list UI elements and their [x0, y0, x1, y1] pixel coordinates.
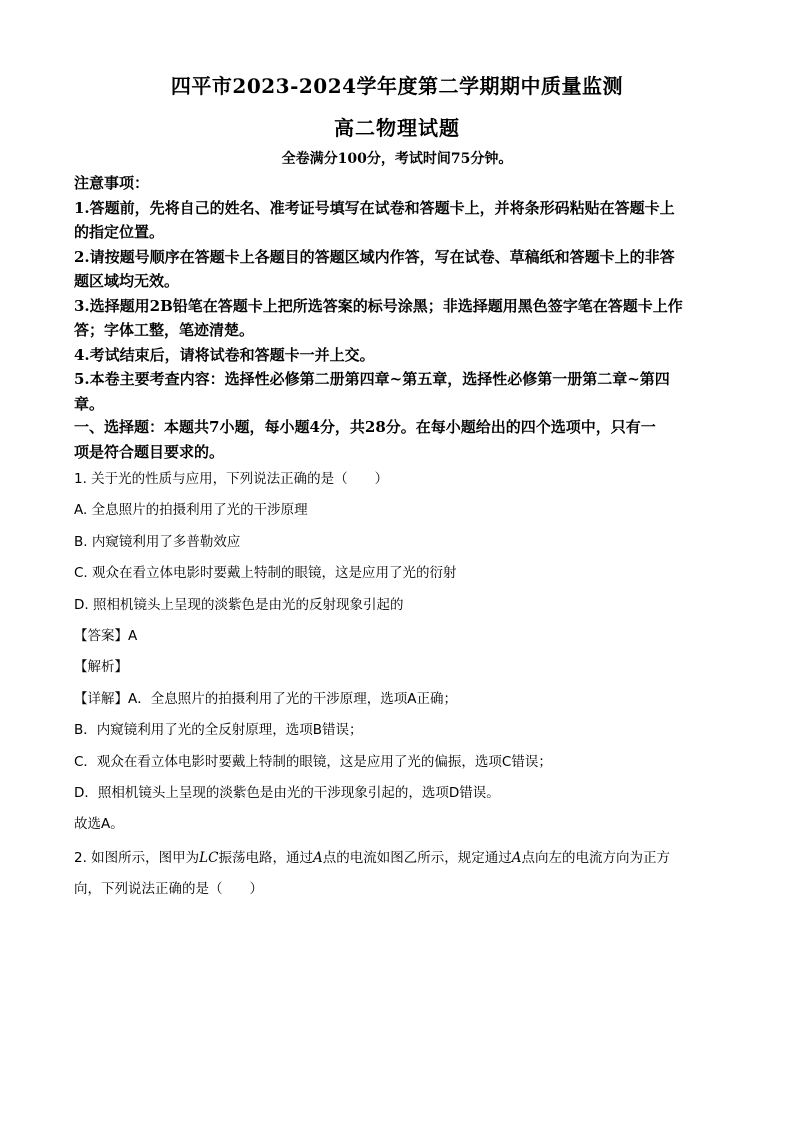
question-stem-line	[74, 843, 724, 874]
option-b: B. 内窥镜利用了多普勒效应	[74, 533, 241, 550]
notes-line: 章。	[74, 394, 105, 413]
lc-symbol: LC	[199, 850, 219, 866]
notes-heading: 注意事项：	[74, 174, 150, 192]
question-1	[74, 464, 724, 841]
stem-text: 点向左的电流方向为正方	[521, 850, 670, 866]
explanation-line: B．内窥镜利用了光的全反射原理，选项B错误；	[74, 722, 363, 739]
section-line: 一、选择题：本题共7小题，每小题4分，共28分。在每小题给出的四个选项中，只有一	[74, 418, 656, 436]
explanation-line: C．观众在看立体电影时要戴上特制的眼镜，这是应用了光的偏振，选项C错误；	[74, 753, 552, 770]
section-line: 项是符合题目要求的。	[74, 442, 225, 461]
stem-text: 2. 如图所示，图甲为	[74, 850, 200, 866]
exam-subject: 高二物理试题	[334, 116, 460, 140]
point-a-symbol: A	[312, 850, 323, 866]
notes-line: 4.考试结束后，请将试卷和答题卡一并上交。	[74, 345, 375, 364]
notes-line: 答；字体工整，笔迹清楚。	[74, 321, 255, 339]
explanation-line: D．照相机镜头上呈现的淡紫色是由光的干涉现象引起的，选项D错误。	[74, 785, 500, 802]
stem-text: 振荡电路，通过	[218, 850, 313, 866]
option-d: D. 照相机镜头上呈现的淡紫色是由光的反射现象引起的	[74, 596, 404, 613]
exam-info: 全卷满分100分，考试时间75分钟。	[281, 151, 513, 167]
option-a: A. 全息照片的拍摄利用了光的干涉原理	[74, 502, 308, 519]
notes-line: 2.请按题号顺序在答题卡上各题目的答题区域内作答，写在试卷、草稿纸和答题卡上的非答	[74, 247, 675, 266]
notes-line: 题区域均无效。	[74, 272, 180, 290]
option-c: C. 观众在看立体电影时要戴上特制的眼镜，这是应用了光的衍射	[74, 565, 457, 582]
notes-line: 1.答题前，先将自己的姓名、准考证号填写在试卷和答题卡上，并将条形码粘贴在答题卡上	[74, 198, 675, 217]
notes-line: 的指定位置。	[74, 223, 165, 241]
section-heading	[74, 415, 724, 464]
answer: 【答案】A	[74, 628, 138, 645]
exam-title: 四平市2023-2024学年度第二学期期中质量监测	[170, 74, 624, 98]
notes-line: 3.选择题用2B铅笔在答题卡上把所选答案的标号涂黑；非选择题用黑色签字笔在答题卡上作	[74, 296, 683, 315]
notes-block	[74, 171, 724, 416]
question-2	[74, 843, 724, 906]
point-a-symbol: A	[511, 850, 522, 866]
conclusion: 故选A。	[74, 816, 124, 833]
question-stem: 1. 关于光的性质与应用，下列说法正确的是（ ）	[74, 471, 389, 487]
explanation-line: 【详解】A．全息照片的拍摄利用了光的干涉原理，选项A正确；	[74, 690, 457, 707]
question-stem-line: 向，下列说法正确的是（ ）	[74, 881, 263, 898]
notes-line: 5.本卷主要考查内容：选择性必修第二册第四章~第五章，选择性必修第一册第二章~第四	[74, 370, 670, 388]
analysis-heading: 【解析】	[74, 659, 128, 676]
stem-text: 点的电流如图乙所示，规定通过	[322, 850, 512, 866]
